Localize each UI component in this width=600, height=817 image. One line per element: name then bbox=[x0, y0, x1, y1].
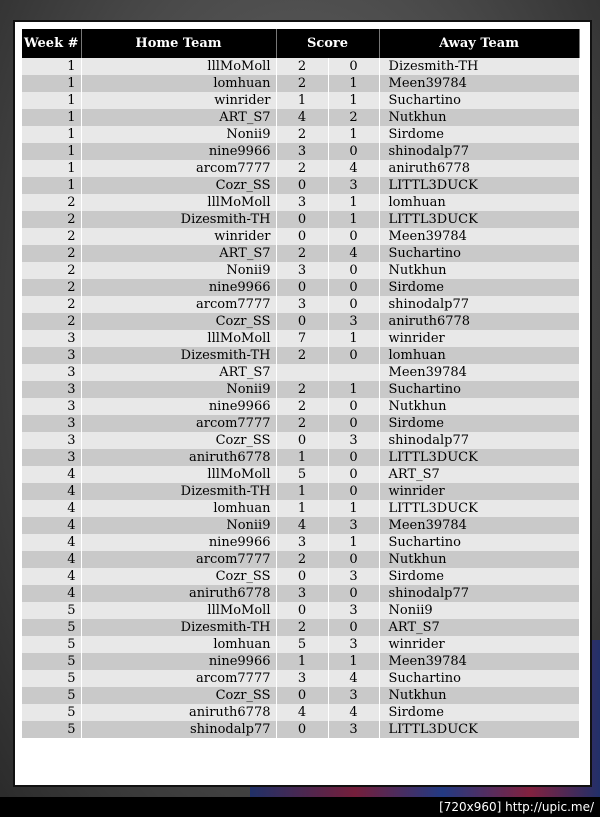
away-team-cell: Sirdome bbox=[379, 415, 579, 432]
away-score-cell: 3 bbox=[328, 636, 379, 653]
home-team-cell: aniruth6778 bbox=[81, 585, 276, 602]
away-team-cell: Dizesmith-TH bbox=[379, 58, 579, 75]
home-team-cell: ART_S7 bbox=[81, 364, 276, 381]
home-team-cell: nine9966 bbox=[81, 279, 276, 296]
away-score-cell: 4 bbox=[328, 704, 379, 721]
away-team-cell: Sirdome bbox=[379, 126, 579, 143]
home-score-cell: 1 bbox=[276, 500, 328, 517]
table-row bbox=[22, 262, 579, 279]
table-body bbox=[22, 58, 579, 738]
home-team-cell: Cozr_SS bbox=[81, 313, 276, 330]
home-team-cell: nine9966 bbox=[81, 398, 276, 415]
week-cell: 1 bbox=[22, 126, 81, 143]
away-score-cell: 3 bbox=[328, 313, 379, 330]
away-score-cell: 1 bbox=[328, 534, 379, 551]
week-cell: 3 bbox=[22, 432, 81, 449]
table-row bbox=[22, 296, 579, 313]
table-row bbox=[22, 160, 579, 177]
week-cell: 5 bbox=[22, 653, 81, 670]
away-team-cell: Sirdome bbox=[379, 279, 579, 296]
home-score-cell bbox=[276, 364, 328, 381]
away-team-cell: shinodalp77 bbox=[379, 296, 579, 313]
away-score-cell: 0 bbox=[328, 415, 379, 432]
week-cell: 5 bbox=[22, 636, 81, 653]
away-team-cell: shinodalp77 bbox=[379, 432, 579, 449]
week-cell: 4 bbox=[22, 466, 81, 483]
home-score-cell: 0 bbox=[276, 313, 328, 330]
home-team-cell: Cozr_SS bbox=[81, 568, 276, 585]
home-score-cell: 7 bbox=[276, 330, 328, 347]
home-team-cell: Dizesmith-TH bbox=[81, 619, 276, 636]
table-row bbox=[22, 92, 579, 109]
home-team-cell: arcom7777 bbox=[81, 415, 276, 432]
week-cell: 5 bbox=[22, 670, 81, 687]
home-team-cell: nine9966 bbox=[81, 653, 276, 670]
away-team-cell: LITTL3DUCK bbox=[379, 449, 579, 466]
away-team-cell: aniruth6778 bbox=[379, 160, 579, 177]
week-cell: 1 bbox=[22, 160, 81, 177]
away-team-cell: Suchartino bbox=[379, 92, 579, 109]
away-team-cell: winrider bbox=[379, 483, 579, 500]
away-score-cell: 3 bbox=[328, 432, 379, 449]
away-team-cell: Meen39784 bbox=[379, 228, 579, 245]
away-score-cell: 3 bbox=[328, 177, 379, 194]
home-team-cell: Cozr_SS bbox=[81, 432, 276, 449]
away-team-cell: Sirdome bbox=[379, 568, 579, 585]
table-row bbox=[22, 245, 579, 262]
table-row bbox=[22, 687, 579, 704]
table-row bbox=[22, 721, 579, 738]
week-cell: 3 bbox=[22, 449, 81, 466]
week-cell: 2 bbox=[22, 279, 81, 296]
table-row bbox=[22, 483, 579, 500]
away-team-cell: Meen39784 bbox=[379, 517, 579, 534]
table-row bbox=[22, 330, 579, 347]
home-team-cell: ART_S7 bbox=[81, 245, 276, 262]
home-score-cell: 0 bbox=[276, 721, 328, 738]
table-row bbox=[22, 364, 579, 381]
home-team-cell: nine9966 bbox=[81, 534, 276, 551]
table-row bbox=[22, 653, 579, 670]
away-score-cell: 1 bbox=[328, 211, 379, 228]
home-score-cell: 2 bbox=[276, 415, 328, 432]
week-cell: 5 bbox=[22, 721, 81, 738]
away-score-cell: 0 bbox=[328, 262, 379, 279]
home-team-cell: shinodalp77 bbox=[81, 721, 276, 738]
week-cell: 2 bbox=[22, 211, 81, 228]
week-cell: 3 bbox=[22, 415, 81, 432]
home-score-cell: 1 bbox=[276, 449, 328, 466]
away-score-cell: 1 bbox=[328, 330, 379, 347]
table-row bbox=[22, 466, 579, 483]
away-team-cell: LITTL3DUCK bbox=[379, 211, 579, 228]
home-score-cell: 3 bbox=[276, 143, 328, 160]
home-score-cell: 2 bbox=[276, 58, 328, 75]
home-score-cell: 2 bbox=[276, 126, 328, 143]
home-team-cell: Nonii9 bbox=[81, 262, 276, 279]
header-home-team: Home Team bbox=[81, 29, 276, 58]
header-row bbox=[22, 29, 579, 58]
home-team-cell: Nonii9 bbox=[81, 517, 276, 534]
away-team-cell: LITTL3DUCK bbox=[379, 721, 579, 738]
away-team-cell: ART_S7 bbox=[379, 466, 579, 483]
away-team-cell: Nonii9 bbox=[379, 602, 579, 619]
table-row bbox=[22, 177, 579, 194]
home-team-cell: winrider bbox=[81, 92, 276, 109]
fixtures-table bbox=[22, 29, 580, 738]
home-score-cell: 2 bbox=[276, 619, 328, 636]
week-cell: 4 bbox=[22, 534, 81, 551]
away-team-cell: Sirdome bbox=[379, 704, 579, 721]
table-row bbox=[22, 534, 579, 551]
home-score-cell: 2 bbox=[276, 245, 328, 262]
table-row bbox=[22, 109, 579, 126]
table-row bbox=[22, 415, 579, 432]
away-score-cell: 0 bbox=[328, 551, 379, 568]
table-row bbox=[22, 585, 579, 602]
home-score-cell: 0 bbox=[276, 211, 328, 228]
away-score-cell: 0 bbox=[328, 466, 379, 483]
home-team-cell: nine9966 bbox=[81, 143, 276, 160]
home-team-cell: lomhuan bbox=[81, 636, 276, 653]
table-row bbox=[22, 194, 579, 211]
away-score-cell: 3 bbox=[328, 602, 379, 619]
away-team-cell: LITTL3DUCK bbox=[379, 500, 579, 517]
table-row bbox=[22, 58, 579, 75]
home-score-cell: 2 bbox=[276, 75, 328, 92]
table-row bbox=[22, 279, 579, 296]
week-cell: 5 bbox=[22, 602, 81, 619]
home-score-cell: 3 bbox=[276, 262, 328, 279]
table-row bbox=[22, 568, 579, 585]
home-score-cell: 4 bbox=[276, 109, 328, 126]
home-score-cell: 5 bbox=[276, 466, 328, 483]
table-row bbox=[22, 517, 579, 534]
week-cell: 4 bbox=[22, 500, 81, 517]
week-cell: 5 bbox=[22, 704, 81, 721]
home-score-cell: 0 bbox=[276, 602, 328, 619]
home-score-cell: 1 bbox=[276, 653, 328, 670]
home-team-cell: Cozr_SS bbox=[81, 177, 276, 194]
table-row bbox=[22, 602, 579, 619]
week-cell: 4 bbox=[22, 517, 81, 534]
header-week: Week # bbox=[22, 29, 81, 58]
away-team-cell: Meen39784 bbox=[379, 364, 579, 381]
week-cell: 1 bbox=[22, 143, 81, 160]
home-team-cell: winrider bbox=[81, 228, 276, 245]
table-row bbox=[22, 670, 579, 687]
away-score-cell: 2 bbox=[328, 109, 379, 126]
away-team-cell: Meen39784 bbox=[379, 653, 579, 670]
home-score-cell: 2 bbox=[276, 398, 328, 415]
table-row bbox=[22, 500, 579, 517]
week-cell: 1 bbox=[22, 109, 81, 126]
away-score-cell: 0 bbox=[328, 228, 379, 245]
home-score-cell: 2 bbox=[276, 381, 328, 398]
home-score-cell: 0 bbox=[276, 568, 328, 585]
home-score-cell: 2 bbox=[276, 551, 328, 568]
home-score-cell: 3 bbox=[276, 585, 328, 602]
home-team-cell: arcom7777 bbox=[81, 160, 276, 177]
away-team-cell: Meen39784 bbox=[379, 75, 579, 92]
away-team-cell: lomhuan bbox=[379, 194, 579, 211]
table-row bbox=[22, 619, 579, 636]
table-row bbox=[22, 211, 579, 228]
away-score-cell: 1 bbox=[328, 194, 379, 211]
home-score-cell: 3 bbox=[276, 670, 328, 687]
home-team-cell: ART_S7 bbox=[81, 109, 276, 126]
home-score-cell: 0 bbox=[276, 279, 328, 296]
away-team-cell: Nutkhun bbox=[379, 551, 579, 568]
away-team-cell: shinodalp77 bbox=[379, 585, 579, 602]
table-row bbox=[22, 75, 579, 92]
home-score-cell: 0 bbox=[276, 687, 328, 704]
away-team-cell: shinodalp77 bbox=[379, 143, 579, 160]
home-team-cell: lomhuan bbox=[81, 500, 276, 517]
home-team-cell: lllMoMoll bbox=[81, 194, 276, 211]
home-team-cell: Nonii9 bbox=[81, 381, 276, 398]
week-cell: 1 bbox=[22, 92, 81, 109]
week-cell: 2 bbox=[22, 194, 81, 211]
home-score-cell: 5 bbox=[276, 636, 328, 653]
away-score-cell: 0 bbox=[328, 279, 379, 296]
home-score-cell: 0 bbox=[276, 432, 328, 449]
table-row bbox=[22, 432, 579, 449]
week-cell: 3 bbox=[22, 364, 81, 381]
home-team-cell: arcom7777 bbox=[81, 551, 276, 568]
table-row bbox=[22, 228, 579, 245]
week-cell: 1 bbox=[22, 58, 81, 75]
week-cell: 2 bbox=[22, 313, 81, 330]
home-team-cell: Nonii9 bbox=[81, 126, 276, 143]
home-team-cell: lllMoMoll bbox=[81, 58, 276, 75]
away-score-cell: 3 bbox=[328, 721, 379, 738]
away-score-cell: 1 bbox=[328, 653, 379, 670]
away-score-cell: 0 bbox=[328, 143, 379, 160]
away-team-cell: LITTL3DUCK bbox=[379, 177, 579, 194]
away-team-cell: ART_S7 bbox=[379, 619, 579, 636]
away-score-cell: 3 bbox=[328, 568, 379, 585]
away-score-cell: 1 bbox=[328, 75, 379, 92]
home-score-cell: 1 bbox=[276, 92, 328, 109]
away-team-cell: Nutkhun bbox=[379, 262, 579, 279]
home-score-cell: 0 bbox=[276, 228, 328, 245]
table-row bbox=[22, 449, 579, 466]
home-score-cell: 4 bbox=[276, 517, 328, 534]
away-team-cell: Suchartino bbox=[379, 534, 579, 551]
away-team-cell: lomhuan bbox=[379, 347, 579, 364]
away-team-cell: Suchartino bbox=[379, 245, 579, 262]
week-cell: 4 bbox=[22, 483, 81, 500]
home-team-cell: lllMoMoll bbox=[81, 330, 276, 347]
home-score-cell: 3 bbox=[276, 194, 328, 211]
week-cell: 3 bbox=[22, 398, 81, 415]
week-cell: 3 bbox=[22, 347, 81, 364]
week-cell: 2 bbox=[22, 296, 81, 313]
away-score-cell: 0 bbox=[328, 619, 379, 636]
table-row bbox=[22, 551, 579, 568]
away-score-cell: 3 bbox=[328, 687, 379, 704]
week-cell: 3 bbox=[22, 330, 81, 347]
home-score-cell: 2 bbox=[276, 347, 328, 364]
week-cell: 4 bbox=[22, 568, 81, 585]
away-score-cell bbox=[328, 364, 379, 381]
home-score-cell: 2 bbox=[276, 160, 328, 177]
week-cell: 5 bbox=[22, 619, 81, 636]
away-score-cell: 3 bbox=[328, 517, 379, 534]
home-team-cell: arcom7777 bbox=[81, 670, 276, 687]
week-cell: 2 bbox=[22, 262, 81, 279]
home-score-cell: 3 bbox=[276, 534, 328, 551]
week-cell: 2 bbox=[22, 245, 81, 262]
away-team-cell: Suchartino bbox=[379, 670, 579, 687]
table-row bbox=[22, 381, 579, 398]
table-row bbox=[22, 313, 579, 330]
away-score-cell: 1 bbox=[328, 92, 379, 109]
away-score-cell: 4 bbox=[328, 670, 379, 687]
away-team-cell: Suchartino bbox=[379, 381, 579, 398]
away-score-cell: 4 bbox=[328, 245, 379, 262]
away-score-cell: 0 bbox=[328, 585, 379, 602]
week-cell: 1 bbox=[22, 177, 81, 194]
away-score-cell: 1 bbox=[328, 500, 379, 517]
away-team-cell: aniruth6778 bbox=[379, 313, 579, 330]
home-team-cell: Dizesmith-TH bbox=[81, 483, 276, 500]
away-team-cell: Nutkhun bbox=[379, 398, 579, 415]
watermark-text: [720x960] http://upic.me/ bbox=[439, 800, 594, 814]
home-team-cell: lllMoMoll bbox=[81, 466, 276, 483]
week-cell: 1 bbox=[22, 75, 81, 92]
away-team-cell: winrider bbox=[379, 636, 579, 653]
table-row bbox=[22, 126, 579, 143]
home-team-cell: aniruth6778 bbox=[81, 449, 276, 466]
away-team-cell: winrider bbox=[379, 330, 579, 347]
table-row bbox=[22, 636, 579, 653]
home-team-cell: arcom7777 bbox=[81, 296, 276, 313]
home-score-cell: 4 bbox=[276, 704, 328, 721]
header-away-team: Away Team bbox=[379, 29, 579, 58]
table-row bbox=[22, 704, 579, 721]
table-row bbox=[22, 398, 579, 415]
away-score-cell: 0 bbox=[328, 483, 379, 500]
away-score-cell: 1 bbox=[328, 381, 379, 398]
away-score-cell: 4 bbox=[328, 160, 379, 177]
away-score-cell: 0 bbox=[328, 398, 379, 415]
away-team-cell: Nutkhun bbox=[379, 109, 579, 126]
week-cell: 4 bbox=[22, 551, 81, 568]
home-score-cell: 3 bbox=[276, 296, 328, 313]
away-score-cell: 0 bbox=[328, 58, 379, 75]
home-team-cell: lomhuan bbox=[81, 75, 276, 92]
week-cell: 3 bbox=[22, 381, 81, 398]
home-team-cell: aniruth6778 bbox=[81, 704, 276, 721]
away-score-cell: 1 bbox=[328, 126, 379, 143]
week-cell: 2 bbox=[22, 228, 81, 245]
home-team-cell: lllMoMoll bbox=[81, 602, 276, 619]
home-team-cell: Dizesmith-TH bbox=[81, 211, 276, 228]
table-row bbox=[22, 347, 579, 364]
week-cell: 5 bbox=[22, 687, 81, 704]
table-row bbox=[22, 143, 579, 160]
header-score: Score bbox=[276, 29, 379, 58]
week-cell: 4 bbox=[22, 585, 81, 602]
home-team-cell: Cozr_SS bbox=[81, 687, 276, 704]
home-team-cell: Dizesmith-TH bbox=[81, 347, 276, 364]
away-team-cell: Nutkhun bbox=[379, 687, 579, 704]
home-score-cell: 0 bbox=[276, 177, 328, 194]
away-score-cell: 0 bbox=[328, 296, 379, 313]
away-score-cell: 0 bbox=[328, 449, 379, 466]
away-score-cell: 0 bbox=[328, 347, 379, 364]
home-score-cell: 1 bbox=[276, 483, 328, 500]
